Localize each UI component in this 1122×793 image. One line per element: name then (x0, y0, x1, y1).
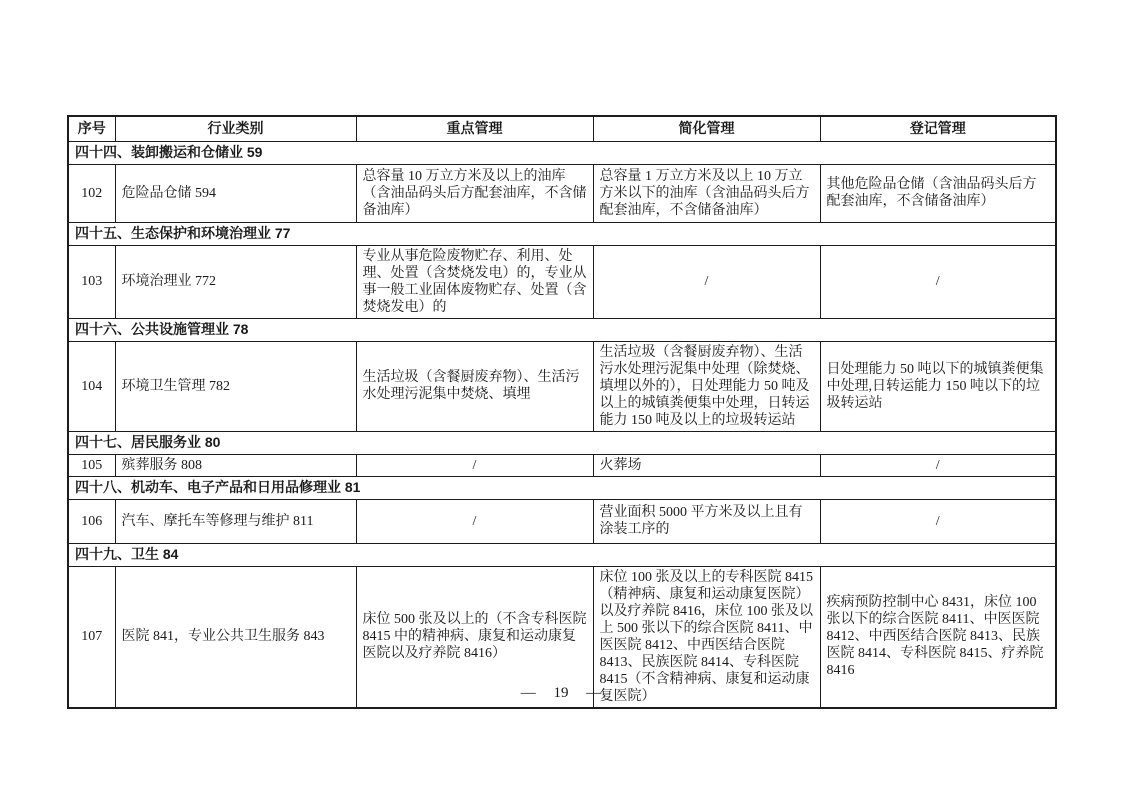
row-number-cell: 102 (68, 164, 115, 222)
section-title: 四十八、机动车、电子产品和日用品修理业 81 (68, 476, 1056, 499)
section-title: 四十七、居民服务业 80 (68, 431, 1056, 454)
header-row (68, 116, 1056, 141)
section-row (68, 222, 1056, 245)
category-cell: 殡葬服务 808 (115, 454, 356, 476)
section-title: 四十五、生态保护和环境治理业 77 (68, 222, 1056, 245)
row-number-cell: 104 (68, 341, 115, 431)
registration-management-cell: / (820, 454, 1056, 476)
simplified-management-cell: 火葬场 (593, 454, 820, 476)
col-header-registration-management: 登记管理 (820, 116, 1056, 141)
section-row (68, 141, 1056, 164)
key-management-cell: 生活垃圾（含餐厨废弃物）、生活污水处理污泥集中焚烧、填埋 (356, 341, 593, 431)
key-management-cell: / (356, 454, 593, 476)
section-row (68, 431, 1056, 454)
section-title: 四十四、装卸搬运和仓储业 59 (68, 141, 1056, 164)
section-row (68, 543, 1056, 566)
page-number: — 19 — (520, 685, 602, 701)
simplified-management-cell: / (593, 245, 820, 318)
row-number-cell: 103 (68, 245, 115, 318)
table-row (68, 454, 1056, 476)
registration-management-cell: 日处理能力 50 吨以下的城镇粪便集中处理,日转运能力 150 吨以下的垃圾转运站 (820, 341, 1056, 431)
col-header-no: 序号 (68, 116, 115, 141)
table-row (68, 499, 1056, 543)
key-management-cell: 专业从事危险废物贮存、利用、处理、处置（含焚烧发电）的，专业从事一般工业固体废物贮存、处置（含焚烧发电）的 (356, 245, 593, 318)
table-row (68, 164, 1056, 222)
category-cell: 医院 841，专业公共卫生服务 843 (115, 566, 356, 708)
row-number-cell: 107 (68, 566, 115, 708)
section-row (68, 476, 1056, 499)
category-cell: 环境治理业 772 (115, 245, 356, 318)
table-row (68, 341, 1056, 431)
category-cell: 汽车、摩托车等修理与维护 811 (115, 499, 356, 543)
registration-management-cell: 疾病预防控制中心 8431，床位 100 张以下的综合医院 8411、中医医院 8412、中西医结合医院 8413、民族医院 8414、专科医院 8415、疗养院 8416 (820, 566, 1056, 708)
row-number-cell: 106 (68, 499, 115, 543)
management-category-table (67, 115, 1057, 709)
section-title: 四十九、卫生 84 (68, 543, 1056, 566)
col-header-key-management: 重点管理 (356, 116, 593, 141)
key-management-cell: 床位 500 张及以上的（不含专科医院 8415 中的精神病、康复和运动康复医院以及疗养院 8416） (356, 566, 593, 708)
simplified-management-cell: 总容量 1 万立方米及以上 10 万立方米以下的油库（含油品码头后方配套油库，不含储备油库） (593, 164, 820, 222)
simplified-management-cell: 生活垃圾（含餐厨废弃物）、生活污水处理污泥集中处理（除焚烧、填埋以外的），日处理能力 50 吨及以上的城镇粪便集中处理，日转运能力 150 吨及以上的垃圾转运站 (593, 341, 820, 431)
category-cell: 危险品仓储 594 (115, 164, 356, 222)
registration-management-cell: 其他危险品仓储（含油品码头后方配套油库，不含储备油库） (820, 164, 1056, 222)
section-row (68, 318, 1056, 341)
registration-management-cell: / (820, 245, 1056, 318)
key-management-cell: 总容量 10 万立方米及以上的油库（含油品码头后方配套油库，不含储备油库） (356, 164, 593, 222)
table-body (68, 141, 1056, 708)
category-cell: 环境卫生管理 782 (115, 341, 356, 431)
simplified-management-cell: 营业面积 5000 平方米及以上且有涂装工序的 (593, 499, 820, 543)
col-header-simplified-management: 简化管理 (593, 116, 820, 141)
table-header (68, 116, 1056, 141)
table-row (68, 245, 1056, 318)
section-title: 四十六、公共设施管理业 78 (68, 318, 1056, 341)
simplified-management-cell: 床位 100 张及以上的专科医院 8415（精神病、康复和运动康复医院）以及疗养院 8416，床位 100 张及以上 500 张以下的综合医院 8411、中医医院 8412、中西医结合医院 8413、民族医院 8414、专科医院 8415（不含精神病、康复和运动康复医院） (593, 566, 820, 708)
key-management-cell: / (356, 499, 593, 543)
registration-management-cell: / (820, 499, 1056, 543)
col-header-category: 行业类别 (115, 116, 356, 141)
row-number-cell: 105 (68, 454, 115, 476)
